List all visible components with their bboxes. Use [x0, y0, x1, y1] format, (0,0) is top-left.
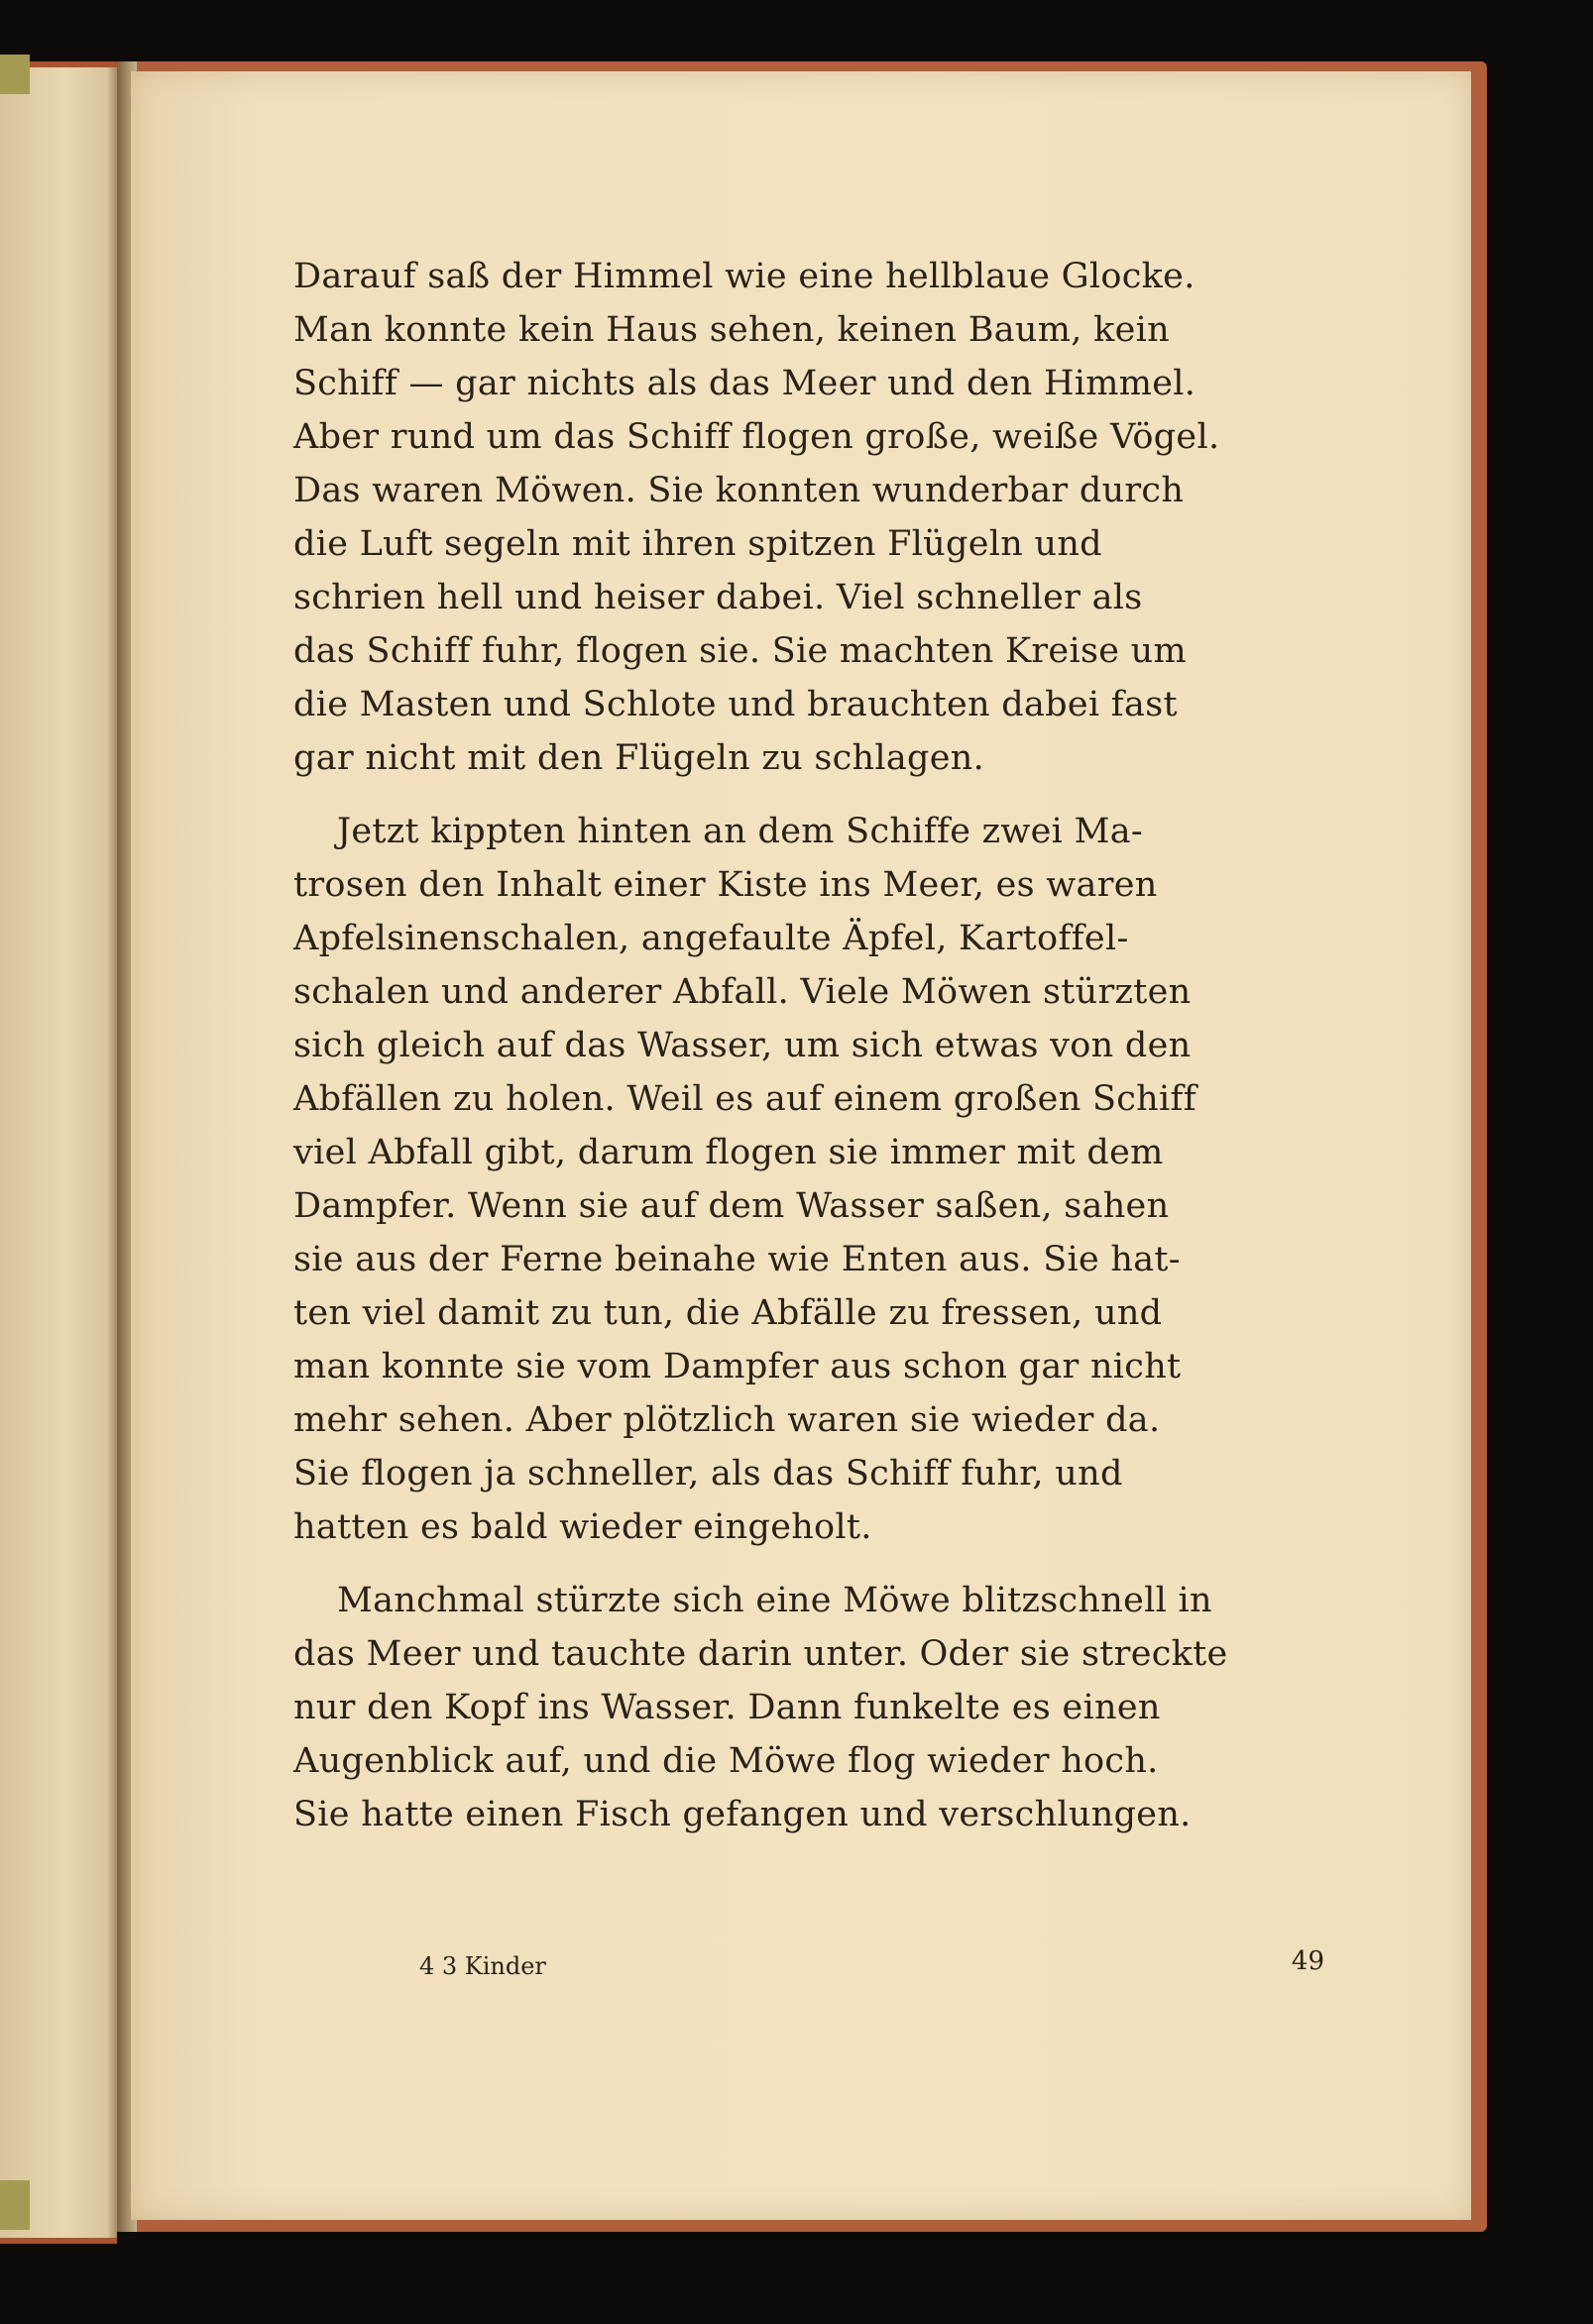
body-text [293, 250, 1324, 1841]
text-line: sich gleich auf das Wasser, um sich etwas von den [293, 1026, 1192, 1065]
text-line: Das waren Möwen. Sie konnten wunderbar durch [293, 471, 1185, 510]
text-line: die Luft segeln mit ihren spitzen Flügeln und [293, 524, 1102, 564]
text-line: die Masten und Schlote und brauchten dabei fast [293, 685, 1178, 724]
paragraph [293, 1574, 1324, 1841]
text-line: nur den Kopf ins Wasser. Dann funkelte es einen [293, 1688, 1161, 1727]
binding-thread-top [0, 55, 30, 94]
left-page-edge [0, 61, 117, 2244]
text-line: Abfällen zu holen. Weil es auf einem großen Schiff [293, 1079, 1196, 1119]
text-line: Apfelsinenschalen, angefaulte Äpfel, Kartoffel- [293, 919, 1129, 958]
paragraph [293, 250, 1324, 785]
page-number: 49 [1291, 1946, 1324, 1976]
printer-signature: 4 3 Kinder [419, 1952, 546, 1980]
binding-thread-bottom [0, 2180, 30, 2230]
text-line: sie aus der Ferne beinahe wie Enten aus. Sie hat- [293, 1240, 1181, 1279]
text-line: das Meer und tauchte darin unter. Oder sie streckte [293, 1634, 1228, 1674]
text-line: mehr sehen. Aber plötzlich waren sie wieder da. [293, 1400, 1161, 1440]
text-line: schrien hell und heiser dabei. Viel schneller als [293, 578, 1143, 617]
text-line: ten viel damit zu tun, die Abfälle zu fressen, und [293, 1293, 1163, 1333]
text-line: Darauf saß der Himmel wie eine hellblaue Glocke. [293, 257, 1195, 296]
paragraph [293, 805, 1324, 1554]
text-line: schalen und anderer Abfall. Viele Möwen stürzten [293, 972, 1192, 1012]
text-line: Schiff — gar nichts als das Meer und den Himmel. [293, 364, 1196, 403]
text-line: man konnte sie vom Dampfer aus schon gar nicht [293, 1347, 1182, 1386]
text-line: Dampfer. Wenn sie auf dem Wasser saßen, sahen [293, 1186, 1170, 1226]
right-page [131, 71, 1471, 2220]
text-line: Aber rund um das Schiff flogen große, weiße Vögel. [293, 417, 1220, 457]
text-line: Manchmal stürzte sich eine Möwe blitzschnell in [337, 1581, 1212, 1620]
paragraph-gap [293, 785, 1324, 805]
text-line: Man konnte kein Haus sehen, keinen Baum, kein [293, 310, 1170, 350]
text-line: das Schiff fuhr, flogen sie. Sie machten Kreise um [293, 631, 1187, 671]
left-page-shadow [107, 67, 117, 2238]
text-line: Sie hatte einen Fisch gefangen und verschlungen. [293, 1795, 1192, 1834]
page-footer [293, 1946, 1324, 1992]
text-line: hatten es bald wieder eingeholt. [293, 1507, 872, 1547]
text-line: Jetzt kippten hinten an dem Schiffe zwei Ma- [337, 812, 1144, 851]
text-line: trosen den Inhalt einer Kiste ins Meer, es waren [293, 865, 1158, 905]
paragraph-gap [293, 1554, 1324, 1574]
text-line: gar nicht mit den Flügeln zu schlagen. [293, 738, 985, 778]
text-line: Augenblick auf, und die Möwe flog wieder hoch. [293, 1741, 1159, 1781]
text-line: viel Abfall gibt, darum flogen sie immer mit dem [293, 1133, 1164, 1172]
text-line: Sie flogen ja schneller, als das Schiff fuhr, und [293, 1454, 1123, 1494]
